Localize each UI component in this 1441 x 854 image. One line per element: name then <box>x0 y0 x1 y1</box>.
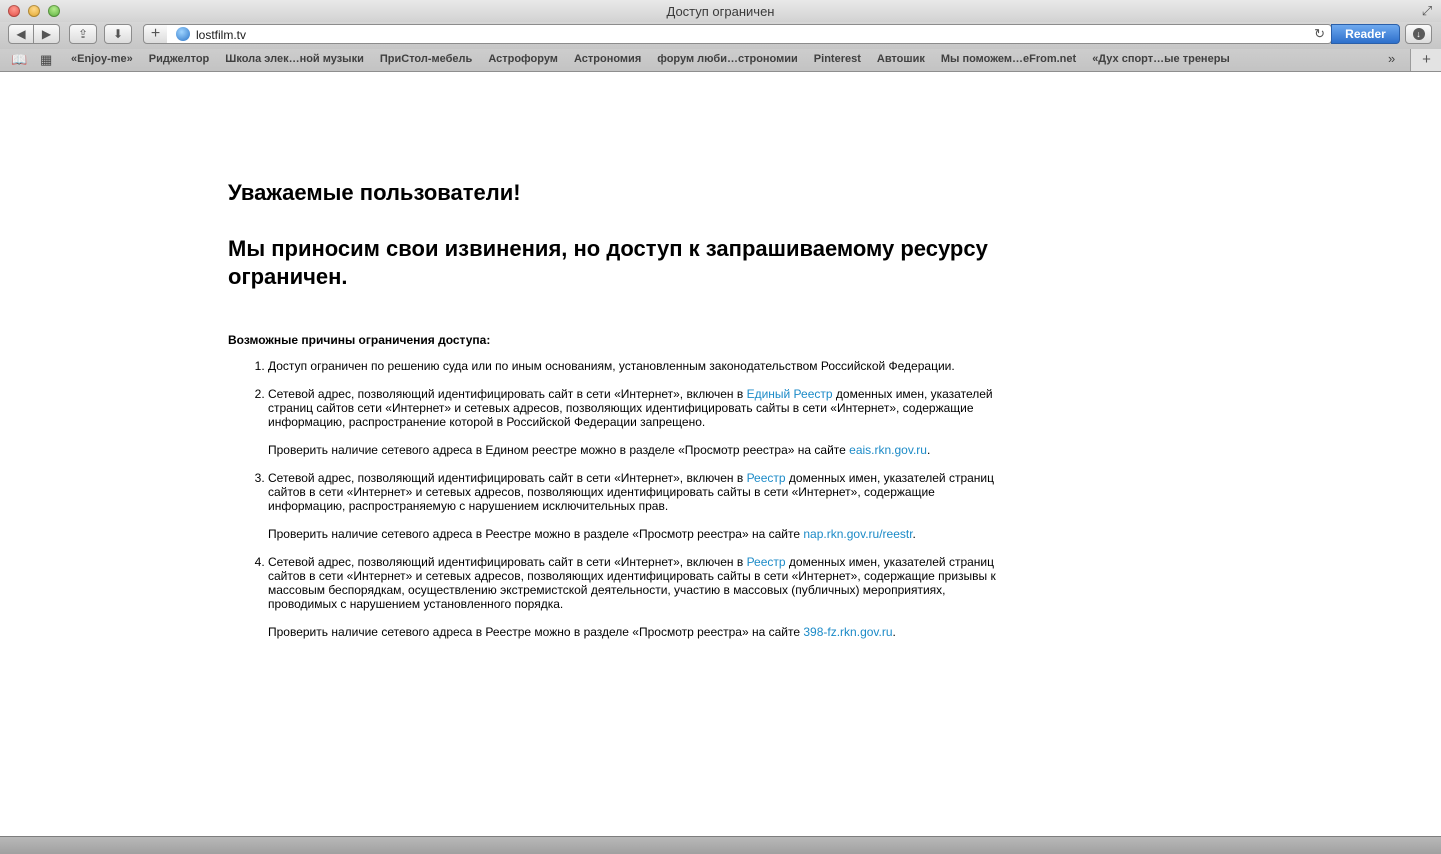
reason-text <box>268 555 1008 611</box>
title-bar <box>0 0 1441 22</box>
downloads-button[interactable] <box>1405 24 1432 44</box>
blocked-notice <box>228 179 1008 653</box>
check-text-before: Проверить наличие сетевого адреса в Реестре можно в разделе «Просмотр реестра» на сайте <box>268 527 804 541</box>
add-tab-button[interactable]: + <box>1410 49 1441 71</box>
bookmark-item[interactable]: Астрономия <box>573 53 642 65</box>
bookmark-item[interactable]: Астрофорум <box>488 53 558 65</box>
bookmark-item[interactable]: Мы поможем…eFrom.net <box>940 53 1077 65</box>
unified-registry-link[interactable]: Единый Реестр <box>746 387 833 401</box>
reason-text-before: Сетевой адрес, позволяющий идентифицировать сайт в сети «Интернет», включен в <box>268 555 747 569</box>
check-text-before: Проверить наличие сетевого адреса в Реестре можно в разделе «Просмотр реестра» на сайте <box>268 625 804 639</box>
check-text-after: . <box>892 625 896 639</box>
bookmarks-list <box>63 53 1238 65</box>
reader-button[interactable]: Reader <box>1331 24 1400 44</box>
reading-list-icon[interactable]: 📖 <box>11 52 28 67</box>
reason-item-3 <box>268 471 1008 541</box>
downloads-icon: ↓ <box>1413 28 1425 40</box>
window-title: Доступ ограничен <box>666 4 775 19</box>
check-text <box>268 443 1008 457</box>
reason-text: 1. Доступ ограничен по решению суда или по иным основаниям, установленным законодательством Российской Федерации. <box>268 359 955 373</box>
check-text-after: . <box>912 527 916 541</box>
registry-link[interactable]: Реестр <box>746 555 786 569</box>
reasons-title: Возможные причины ограничения доступа: <box>228 333 491 347</box>
reason-text <box>268 387 1008 429</box>
top-sites-icon[interactable]: ▦ <box>40 52 53 67</box>
page-content <box>0 72 1441 836</box>
reason-text-before: Сетевой адрес, позволяющий идентифицировать сайт в сети «Интернет», включен в <box>268 471 747 485</box>
reason-text <box>268 471 1008 513</box>
greeting-heading: Уважаемые пользователи! <box>228 180 521 205</box>
address-bar[interactable] <box>167 24 1332 44</box>
status-bar <box>0 836 1441 854</box>
bookmark-item[interactable]: Школа элек…ной музыки <box>225 53 364 65</box>
fullscreen-icon[interactable]: ⤢ <box>1421 3 1433 18</box>
globe-icon <box>176 27 190 41</box>
reason-item-4 <box>268 555 1008 639</box>
reason-item-2 <box>268 387 1008 457</box>
check-text-before: Проверить наличие сетевого адреса в Едином реестре можно в разделе «Просмотр реестра» на сайте <box>268 443 850 457</box>
398-fz-link[interactable]: 398-fz.rkn.gov.ru <box>803 625 893 639</box>
check-text <box>268 625 1008 639</box>
registry-link[interactable]: Реестр <box>746 471 786 485</box>
reason-text-after: доменных имен, указателей страниц сайтов сети «Интернет» и сетевых адресов, позволяющих идентифицировать сайты в сети «Интернет», содержащие информацию, распространение которой в Российской Федерации запрещено. <box>268 387 993 429</box>
back-button[interactable] <box>8 24 34 44</box>
nap-reestr-link[interactable]: nap.rkn.gov.ru/reestr <box>803 527 913 541</box>
reason-item-1 <box>268 359 1008 373</box>
share-icon: ⇪ <box>77 27 89 41</box>
download-button[interactable] <box>104 24 132 44</box>
back-arrow-icon: ◀ <box>16 27 26 41</box>
reasons-list <box>228 359 1008 639</box>
bookmarks-bar <box>0 49 1441 72</box>
download-arrow-icon: ⬇ <box>112 27 124 41</box>
url-text[interactable]: lostfilm.tv <box>196 28 247 42</box>
apology-heading: Мы приносим свои извинения, но доступ к запрашиваемому ресурсу ограничен. <box>228 236 988 289</box>
bookmark-item[interactable]: «Enjoy-me» <box>71 53 133 65</box>
bookmark-item[interactable]: Автошик <box>876 53 925 65</box>
check-text-after: . <box>926 443 931 457</box>
bookmark-item[interactable]: форум люби…строномии <box>657 53 798 65</box>
bookmark-item[interactable]: «Дух спорт…ые тренеры <box>1092 53 1230 65</box>
reason-text-after: доменных имен, указателей страниц сайтов в сети «Интернет» и сетевых адресов, позволяющих идентифицировать сайты в сети «Интернет», содержащие информацию, распространяемую с нарушением исключительных прав. <box>268 471 994 513</box>
forward-arrow-icon: ▶ <box>41 27 52 41</box>
bookmark-item[interactable]: ПриСтол-мебель <box>379 53 473 65</box>
toolbar <box>0 22 1441 49</box>
eais-link[interactable]: eais.rkn.gov.ru <box>849 443 927 457</box>
bookmark-item[interactable]: Риджелтор <box>148 53 210 65</box>
bookmark-item[interactable]: Pinterest <box>813 53 861 65</box>
bookmarks-overflow-icon[interactable]: » <box>1388 51 1396 66</box>
check-text <box>268 527 1008 541</box>
new-tab-button[interactable]: + <box>143 24 168 44</box>
reason-text-before: Сетевой адрес, позволяющий идентифицировать сайт в сети «Интернет», включен в <box>268 387 747 401</box>
forward-button[interactable] <box>33 24 60 44</box>
reload-icon[interactable]: ↻ <box>1314 26 1325 41</box>
reason-text-after: доменных имен, указателей страниц сайтов в сети «Интернет» и сетевых адресов, позволяющих идентифицировать сайты в сети «Интернет», содержащие призывы к массовым беспорядкам, осуществлению экстремистской деятельности, участию в массовых (публичных) мероприятиях, проводимых с нарушением установленного порядка. <box>268 555 996 611</box>
share-button[interactable] <box>69 24 97 44</box>
